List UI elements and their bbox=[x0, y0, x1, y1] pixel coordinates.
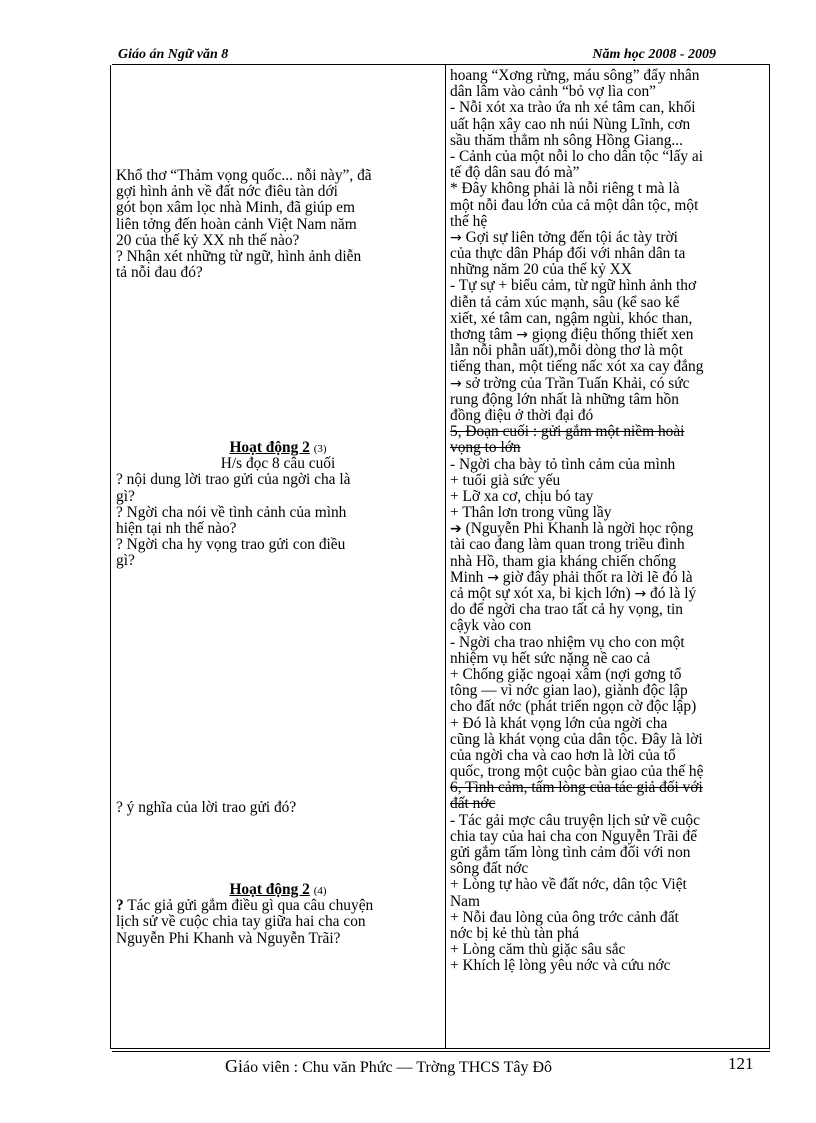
question-mark: ? bbox=[116, 897, 124, 915]
section-heading: 5, Đoạn cuối : gửi gắm một niềm hoài bbox=[450, 423, 685, 441]
left-block-question-meaning bbox=[116, 800, 440, 816]
text-line: 20 của thế kỷ XX nh thế nào? bbox=[116, 231, 300, 249]
page-number: 121 bbox=[728, 1054, 754, 1073]
text-line bbox=[450, 586, 768, 602]
text-line: nhiệm vụ hết sức nặng nề cao cả bbox=[450, 649, 651, 667]
text-line: - Ngời cha trao nhiệm vụ cho con một bbox=[450, 633, 685, 651]
text-fragment: giọng điệu thống thiết xen bbox=[528, 326, 694, 343]
text-line: chia tay của hai cha con Nguyễn Trãi để bbox=[450, 827, 698, 845]
text-line: hiện tại nh thế nào? bbox=[116, 519, 237, 537]
text-line: một nỗi đau lớn của cả một dân tộc, một bbox=[450, 196, 699, 214]
text-line: tông — vì nớc gian lao), giành độc lập bbox=[450, 682, 688, 700]
text-fragment: cả một sự xót xa, bi kịch lớn) bbox=[450, 585, 635, 602]
left-block-activity-3 bbox=[116, 440, 440, 570]
text-line: - Ngời cha bày tỏ tình cảm của mình bbox=[450, 455, 676, 473]
bold-arrow-icon: ➔ bbox=[450, 521, 462, 538]
text-fragment: sở trờng của Trần Tuấn Khải, có sức bbox=[461, 374, 690, 392]
text-line: đồng điệu ở thời đại đó bbox=[450, 406, 594, 424]
text-line: + Nỗi đau lòng của ông trớc cảnh đất bbox=[450, 908, 679, 926]
text-line: ? ý nghĩa của lời trao gửi đó? bbox=[116, 799, 297, 816]
text-line: + Lòng tự hào về đất nớc, dân tộc Việt bbox=[450, 876, 687, 894]
activity-title: Hoạt động 2 bbox=[229, 439, 310, 456]
footer-initial: Gi bbox=[225, 1056, 243, 1076]
text-line: dân lâm vào cảnh “bỏ vợ lìa con” bbox=[450, 83, 657, 101]
text-line: Nam bbox=[450, 892, 480, 910]
activity-heading bbox=[116, 440, 440, 456]
text-line: + Lỡ xa cơ, chịu bó tay bbox=[450, 487, 594, 505]
text-line: tiếng than, một tiếng nấc xót xa cay đắng bbox=[450, 358, 704, 376]
text-line: - Tự sự + biểu cảm, từ ngữ hình ảnh thơ bbox=[450, 277, 697, 295]
text-line bbox=[450, 376, 768, 392]
section-heading: 6, Tình cảm, tấm lòng của tác giả đối với bbox=[450, 779, 703, 797]
activity-title: Hoạt động 2 bbox=[229, 881, 310, 898]
text-line: + Đó là khát vọng lớn của ngời cha bbox=[450, 714, 668, 732]
text-line: * Đây không phải là nỗi riêng t mà là bbox=[450, 180, 680, 198]
activity-heading bbox=[116, 882, 440, 898]
right-column-content bbox=[450, 68, 768, 975]
footer-rule bbox=[112, 1051, 770, 1052]
arrow-icon: → bbox=[450, 229, 462, 246]
arrow-icon: → bbox=[450, 375, 462, 392]
page-footer bbox=[225, 1056, 552, 1077]
text-line bbox=[116, 898, 440, 914]
footer-teacher-school: áo viên : Chu văn Phức — Trờng THCS Tây Đô bbox=[243, 1059, 552, 1076]
text-line: tài cao đang làm quan trong triều đình bbox=[450, 536, 685, 554]
text-line: + tuổi già sức yếu bbox=[450, 471, 561, 489]
text-line: của ngời cha và cao hơn là lời của tổ bbox=[450, 746, 676, 764]
text-line: hoang “Xơng rừng, máu sông” đẩy nhân bbox=[450, 67, 700, 84]
header-school-year: Năm học 2008 - 2009 bbox=[592, 47, 716, 62]
text-line: tả nỗi đau đó? bbox=[116, 264, 203, 282]
text-line bbox=[450, 327, 768, 343]
column-divider bbox=[445, 65, 446, 1049]
text-line: nhà Hồ, tham gia kháng chiến chống bbox=[450, 552, 677, 570]
arrow-icon: → bbox=[634, 586, 647, 602]
text-line: ? Ngời cha hy vọng trao gửi con điều bbox=[116, 536, 346, 554]
text-fragment: đó là lý bbox=[646, 585, 697, 602]
text-line: gì? bbox=[116, 552, 135, 570]
text-line: nớc bị kẻ thù tàn phá bbox=[450, 924, 580, 942]
text-line: diễn tả cảm xúc mạnh, sâu (kể sao kể bbox=[450, 293, 680, 311]
section-heading: đất nớc bbox=[450, 795, 496, 813]
text-line: những năm 20 của thế kỷ XX bbox=[450, 261, 632, 279]
text-fragment: Minh bbox=[450, 568, 488, 586]
header-subject: Giáo án Ngữ văn 8 bbox=[118, 47, 229, 62]
text-line: ? Nhận xét những từ ngữ, hình ảnh diễn bbox=[116, 247, 362, 265]
text-line: gót bọn xâm lọc nhà Minh, đã giúp em bbox=[116, 199, 355, 217]
text-line: do để ngời cha trao tất cả hy vọng, tin bbox=[450, 601, 683, 619]
text-line: - Nỗi xót xa trào ứa nh xé tâm can, khối bbox=[450, 99, 696, 117]
text-line: lẫn nỗi phẫn uất),mỗi dòng thơ là một bbox=[450, 342, 683, 360]
text-line: quốc, trong một cuộc bàn giao của thế hệ bbox=[450, 763, 704, 781]
text-line: ? nội dung lời trao gửi của ngời cha là bbox=[116, 471, 351, 489]
text-line bbox=[450, 521, 768, 537]
text-line: sầu thăm thẳm nh sông Hồng Giang... bbox=[450, 131, 683, 149]
text-line: ? Ngời cha nói về tình cảnh của mình bbox=[116, 503, 347, 521]
text-line: xiết, xé tâm can, ngậm ngùi, khóc than, bbox=[450, 309, 693, 327]
text-line: cũng là khát vọng của dân tộc. Đây là lời bbox=[450, 730, 703, 748]
text-line: sông đất nớc bbox=[450, 860, 529, 878]
text-line: thế hệ bbox=[450, 212, 488, 230]
page-header bbox=[112, 46, 772, 64]
text-line bbox=[450, 230, 768, 246]
text-line: cậyk vào con bbox=[450, 617, 532, 635]
text-line: - Tác gải mợc câu truyện lịch sử về cuộc bbox=[450, 811, 700, 829]
text-line: H/s đọc 8 câu cuối bbox=[220, 455, 336, 473]
text-line: rung động lớn nhất là những tâm hồn bbox=[450, 390, 679, 408]
text-fragment: Tác giả gửi gắm điều gì qua câu chuyện bbox=[123, 897, 374, 915]
section-heading: vọng to lớn bbox=[450, 439, 521, 457]
text-line: Khổ thơ “Thảm vọng quốc... nỗi này”, đã bbox=[116, 167, 372, 184]
text-line: uất hận xây cao nh núi Nùng Lĩnh, cơn bbox=[450, 115, 691, 133]
text-line: gì? bbox=[116, 487, 135, 505]
text-line: gửi gắm tấm lòng tình cảm đối với non bbox=[450, 844, 691, 861]
text-line: gợi hình ảnh về đất nớc điêu tàn dới bbox=[116, 183, 338, 201]
text-line: + Chống giặc ngoại xâm (nợi gơng tổ bbox=[450, 665, 682, 683]
text-line: liên tởng đến hoàn cảnh Việt Nam năm bbox=[116, 215, 357, 233]
text-line: - Cảnh của một nỗi lo cho dân tộc “lấy ai bbox=[450, 147, 704, 165]
text-line: tế độ dân sau đó mà” bbox=[450, 164, 580, 182]
text-line bbox=[450, 570, 768, 586]
arrow-icon: → bbox=[487, 569, 499, 586]
activity-number: (3) bbox=[313, 443, 327, 455]
text-line: lịch sử về cuộc chia tay giữa hai cha con bbox=[116, 913, 366, 931]
left-block-questions-1 bbox=[116, 168, 440, 281]
text-line: của thực dân Pháp đối với nhân dân ta bbox=[450, 245, 686, 263]
text-fragment: (Nguyễn Phi Khanh là ngời học rộng bbox=[461, 520, 694, 538]
text-line: + Khích lệ lòng yêu nớc và cứu nớc bbox=[450, 957, 671, 975]
text-line: + Lòng căm thù giặc sâu sắc bbox=[450, 941, 626, 959]
arrow-icon: → bbox=[516, 327, 529, 343]
activity-number: (4) bbox=[313, 885, 327, 897]
text-line: cho đất nớc (phát triển ngọn cờ độc lập) bbox=[450, 698, 697, 716]
left-block-activity-4 bbox=[116, 882, 440, 947]
text-fragment: giờ đây phải thốt ra lời lẽ đó là bbox=[498, 568, 693, 586]
text-fragment: Gợi sự liên tởng đến tội ác tày trời bbox=[461, 228, 678, 246]
text-fragment: thơng tâm bbox=[450, 326, 517, 343]
text-line: Nguyễn Phi Khanh và Nguyễn Trãi? bbox=[116, 929, 341, 947]
text-line: + Thân lơn trong vũng lầy bbox=[450, 504, 612, 522]
